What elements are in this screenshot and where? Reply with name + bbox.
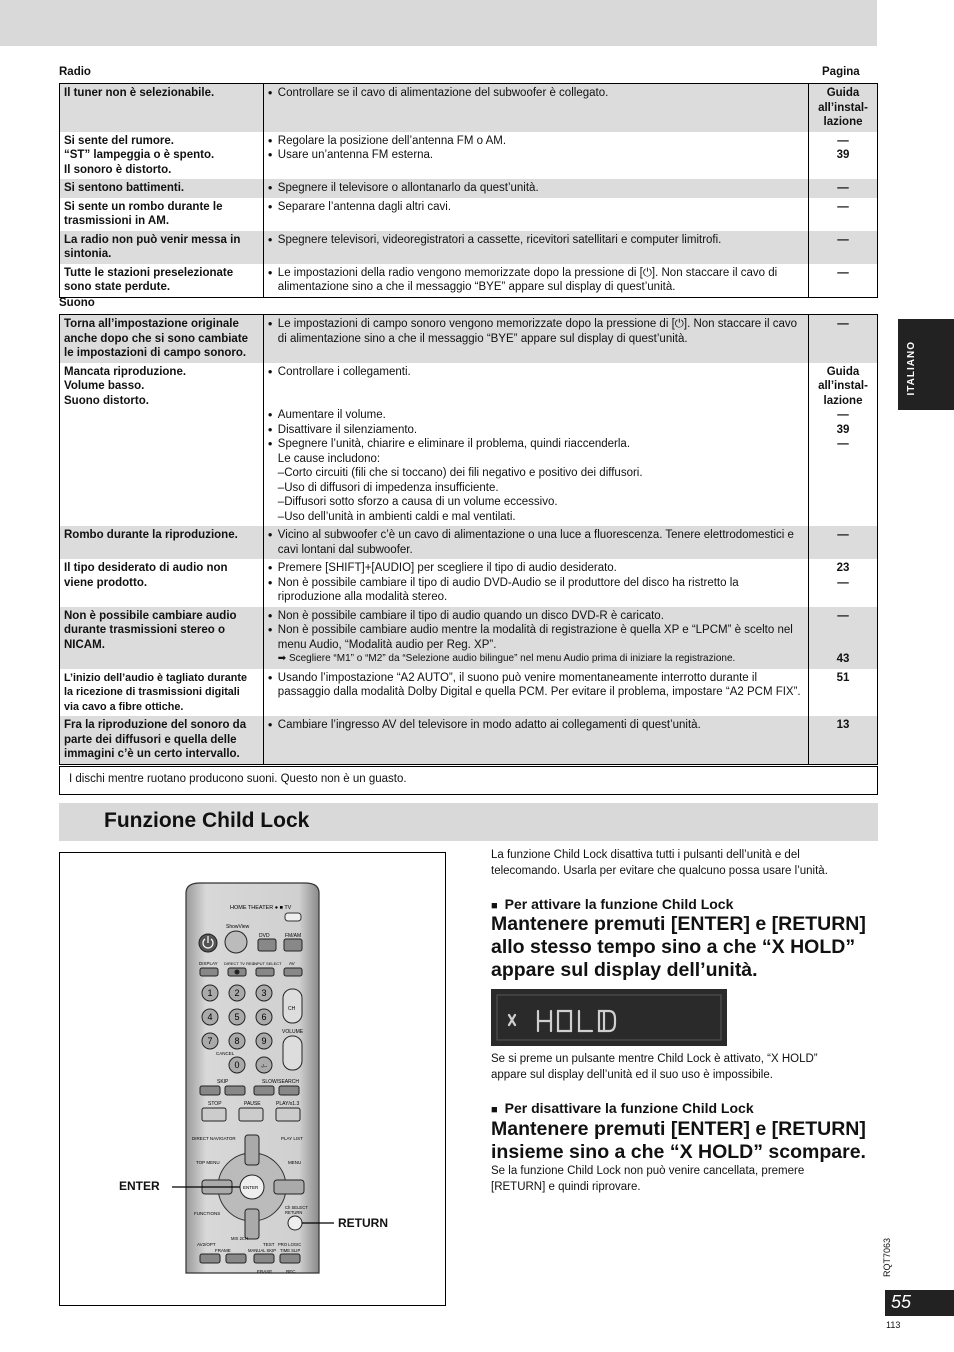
- problem-line: sintonia.: [64, 248, 112, 260]
- solution-line: ● Cambiare l’ingresso AV del televisore in modo adatto ai collegamenti di quest’unità.: [268, 718, 804, 733]
- problem-cell: [60, 179, 264, 198]
- problem-line: parte dei diffusori e quella delle: [64, 733, 237, 746]
- table-row: [60, 179, 878, 198]
- digit-key-label: 3: [261, 988, 267, 998]
- digit-key-label: -/--: [260, 1064, 268, 1070]
- problem-cell: [60, 84, 264, 132]
- page-ref: —: [837, 576, 849, 589]
- problem-cell: [60, 526, 264, 559]
- instruction-line: appare sul display dell’unità.: [491, 959, 758, 981]
- page-ref: —: [837, 266, 849, 279]
- page-ref-cell: [809, 363, 878, 527]
- section-heading-bar: [59, 803, 878, 841]
- page-ref: —: [837, 409, 849, 421]
- activate-after-line: appare sul display dell’unità ed il suo uso è impossibile.: [491, 1068, 773, 1081]
- solution-line: –Uso di diffusori di impedenza insufficiente.: [277, 481, 499, 494]
- deactivate-instruction: [491, 1118, 866, 1164]
- problem-cell: [60, 607, 264, 669]
- problem-line: Il tipo desiderato di audio non: [64, 562, 228, 574]
- remote-cancel-label: CANCEL: [216, 1051, 235, 1056]
- problem-line: anche dopo che si sono cambiate: [64, 332, 249, 345]
- problem-line: le impostazioni di campo sonoro.: [64, 347, 247, 359]
- solution-cell: [263, 607, 808, 669]
- problem-line: immagini c’è un certo intervallo.: [64, 748, 240, 760]
- remote-test-label: TEST: [263, 1242, 275, 1247]
- remote-control-illustration: [60, 853, 447, 1307]
- table-row: [60, 132, 878, 180]
- table-row: [60, 231, 878, 264]
- solution-cell: [263, 198, 808, 231]
- problem-line: La radio non può venir messa in: [64, 233, 241, 246]
- problem-line: sono state perdute.: [64, 281, 171, 293]
- page-ref: 13: [836, 719, 850, 731]
- solution-line: Le cause includono:: [277, 452, 381, 465]
- page-ref: —: [837, 529, 849, 541]
- intro-line: La funzione Child Lock disattiva tutti i pulsanti dell’unità e del: [491, 849, 800, 861]
- radio-troubleshooting-table: [59, 83, 878, 298]
- solution-line: ● Usando l’impostazione “A2 AUTO”, il suono può venire momentaneamente interrotto durante il passaggio dalla modalità Dolby Digital e quella PCM. Per evitare il problema, impostare “A2 PCM FIX”.: [268, 671, 804, 700]
- problem-line: Si sentono battimenti.: [64, 182, 185, 194]
- remote-pause-label: PAUSE: [244, 1101, 261, 1107]
- solution-line: ● Non è possibile cambiare il tipo di audio DVD-Audio se il produttore del disco ha ristretto la riproduzione alla modalità stereo.: [268, 576, 804, 605]
- remote-skip-label: SKIP: [217, 1079, 229, 1085]
- page-ref: all’instal-: [818, 380, 868, 392]
- table-row: [60, 607, 878, 669]
- solution-cell: [263, 716, 808, 764]
- table-row: [60, 559, 878, 607]
- digit-key-label: 1: [207, 988, 213, 998]
- table-row: [60, 84, 878, 132]
- solution-line: ● Separare l’antenna dagli altri cavi.: [268, 200, 804, 215]
- page-ref-cell: [809, 559, 878, 607]
- intro-text: [491, 848, 828, 879]
- remote-functions-label: FUNCTIONS: [194, 1211, 221, 1216]
- solution-line: ● Spegnere l’unità, chiarire e eliminare il problema, quindi riaccenderla.: [268, 437, 804, 452]
- activate-instruction: [491, 913, 866, 982]
- problem-line: Si sente del rumore.: [64, 134, 174, 147]
- solution-cell: [263, 264, 808, 298]
- instruction-line: Mantenere premuti [ENTER] e [RETURN]: [491, 1118, 866, 1140]
- page-ref: —: [837, 438, 849, 450]
- problem-line: trasmissioni in AM.: [64, 215, 170, 227]
- problem-line: “ST” lampeggia o è spento.: [64, 149, 215, 161]
- deactivate-after-line: Se la funzione Child Lock non può venire cancellata, premere: [491, 1165, 805, 1177]
- page-ref-cell: [809, 669, 878, 717]
- remote-menu-label: MENU: [288, 1160, 302, 1165]
- problem-line: Non è possibile cambiare audio: [64, 609, 237, 622]
- page-ref: 23: [836, 562, 850, 574]
- remote-av-label: AV: [289, 961, 295, 966]
- solution-line: ● Vicino al subwoofer c’è un cavo di alimentazione o una luce a fluorescenza. Tenere elettrodomestici e cavi lontani dal subwoofer.: [268, 528, 804, 557]
- remote-ch-label: CH: [288, 1006, 296, 1012]
- page-ref-cell: [809, 84, 878, 132]
- solution-line: ● Premere [SHIFT]+[AUDIO] per scegliere il tipo di audio desiderato.: [268, 561, 804, 576]
- page-ref: —: [837, 233, 849, 246]
- solution-line: –Corto circuiti (fili che si toccano) dei fili negativo e positivo dei diffusori.: [277, 467, 643, 479]
- solution-line: –Diffusori sotto sforzo a causa di un volume eccessivo.: [277, 496, 558, 508]
- page-ref: [813, 638, 873, 653]
- page-ref-cell: [809, 198, 878, 231]
- solution-cell: [263, 559, 808, 607]
- solution-cell: [263, 231, 808, 264]
- language-tab-label: ITALIANO: [906, 341, 917, 396]
- x-hold-display-graphic: [491, 989, 727, 1046]
- remote-showview-label: ShowView: [226, 924, 250, 930]
- return-key: [288, 1216, 302, 1230]
- remote-slow-label: SLOW/SEARCH: [262, 1079, 299, 1085]
- page-ref-cell: [809, 179, 878, 198]
- page-ref-cell: [809, 264, 878, 298]
- problem-cell: [60, 669, 264, 717]
- digit-key-label: 5: [234, 1012, 240, 1022]
- remote-fmam-label: FM/AM: [285, 933, 302, 939]
- problem-line: la ricezione di trasmissioni digitali: [64, 686, 240, 698]
- activate-subheading: ■ Per attivare la funzione Child Lock: [491, 896, 733, 912]
- page-ref: —: [837, 200, 849, 213]
- solution-line: ● Controllare i collegamenti.: [268, 365, 804, 380]
- remote-illustration-box: [59, 852, 446, 1306]
- table-row: [60, 716, 878, 764]
- solution-line: ● Controllare se il cavo di alimentazione del subwoofer è collegato.: [268, 86, 804, 101]
- return-callout-label: RETURN: [338, 1216, 388, 1230]
- problem-line: Rombo durante la riproduzione.: [64, 529, 238, 541]
- remote-playlist-label: PLAY LIST: [281, 1136, 303, 1141]
- page-ref: [813, 623, 873, 638]
- problem-cell: [60, 716, 264, 764]
- problem-line: NICAM.: [64, 638, 105, 651]
- remote-play-label: PLAY/x1.3: [276, 1101, 300, 1107]
- page-ref: —: [837, 182, 849, 194]
- intro-line: telecomando. Usarla per evitare che qualcuno possa usare l’unità.: [491, 864, 828, 877]
- remote-avdpt-label: AV2/OPT: [197, 1242, 216, 1247]
- digit-key-label: 9: [261, 1036, 267, 1046]
- remote-returnkey-label: RETURN: [285, 1210, 303, 1215]
- page-ref: —: [837, 134, 849, 147]
- sound-troubleshooting-table: [59, 314, 878, 765]
- problem-line: Il sonoro è distorto.: [64, 163, 172, 176]
- page-column-label: Pagina: [822, 66, 860, 78]
- solution-cell: [263, 84, 808, 132]
- problem-cell: [60, 231, 264, 264]
- remote-enterkey-label: ENTER: [243, 1185, 259, 1190]
- problem-line: viene prodotto.: [64, 576, 148, 589]
- page-ref-cell: [809, 526, 878, 559]
- problem-line: Volume basso.: [64, 380, 145, 392]
- problem-line: Fra la riproduzione del sonoro da: [64, 719, 247, 731]
- page-ref: —: [837, 318, 849, 330]
- table-row: [60, 315, 878, 363]
- enter-callout-label: ENTER: [119, 1179, 160, 1193]
- secondary-page-number: 113: [886, 1320, 901, 1330]
- remote-dvd-label: DVD: [259, 933, 270, 939]
- solution-line: ● Non è possibile cambiare audio mentre la modalità di registrazione è quella XP e “LPCM” è scelto nel menu Audio, “Modalità audio per Reg. XP”.: [268, 623, 804, 652]
- page-ref-cell: [809, 607, 878, 669]
- spacer: [268, 379, 804, 408]
- deactivate-after-text: [491, 1164, 804, 1195]
- table-row: [60, 526, 878, 559]
- solution-line: ● Le impostazioni di campo sonoro vengono memorizzate dopo la pressione di [⏻]. Non staccare il cavo di alimentazione sino a che il messaggio “BYE” appare sul display di quest’unità.: [268, 317, 804, 346]
- remote-direct-label: DIRECT TV REC: [224, 961, 255, 966]
- solution-cell: [263, 363, 808, 527]
- remote-mix-label: MIX 2CH: [231, 1236, 248, 1241]
- problem-line: Suono distorto.: [64, 394, 149, 407]
- display-readout: X HOLD: [691, 1025, 695, 1026]
- remote-manualskip-label: MANUAL SKIP: [248, 1248, 277, 1253]
- page-number: 55: [885, 1290, 954, 1316]
- page-ref: 39: [836, 149, 850, 161]
- solution-line: ● Disattivare il silenziamento.: [268, 423, 804, 438]
- digit-key-label: 7: [207, 1036, 213, 1046]
- remote-rec-label: REC: [286, 1269, 296, 1274]
- remote-inputsel-label: INPUT SELECT: [253, 961, 282, 966]
- activate-after-text: [491, 1052, 818, 1083]
- solution-line: ➡ Scegliere “M1” o “M2” da “Selezione audio bilingue” nel menu Audio prima di iniziare la registrazione.: [277, 653, 736, 664]
- remote-erase-label: ERASE: [257, 1269, 273, 1274]
- solution-line: ● Non è possibile cambiare il tipo di audio quando un disco DVD-R è caricato.: [268, 609, 804, 624]
- solution-cell: [263, 526, 808, 559]
- remote-chselect-label: Ch SELECT: [285, 1205, 308, 1210]
- page-ref: 43: [836, 653, 850, 665]
- deactivate-after-line: [RETURN] e quindi riprovare.: [491, 1180, 641, 1193]
- page-ref-cell: [809, 231, 878, 264]
- digit-key-label: 0: [234, 1060, 240, 1070]
- solution-cell: [263, 179, 808, 198]
- solution-line: ● Aumentare il volume.: [268, 408, 804, 423]
- problem-line: Il tuner non è selezionabile.: [64, 87, 215, 99]
- problem-cell: [60, 315, 264, 363]
- table-row: [60, 363, 878, 527]
- solution-cell: [263, 132, 808, 180]
- activate-after-line: Se si preme un pulsante mentre Child Lock è attivato, “X HOLD”: [491, 1053, 818, 1065]
- remote-stop-label: STOP: [208, 1101, 222, 1107]
- solution-line: ● Spegnere il televisore o allontanarlo da quest’unità.: [268, 181, 804, 196]
- digit-key-label: 2: [234, 988, 240, 998]
- remote-topmenu-label: TOP MENU: [196, 1160, 220, 1165]
- document-code: RQT7063: [882, 1238, 892, 1278]
- instruction-line: allo stesso tempo sino a che “X HOLD”: [491, 936, 856, 958]
- instruction-line: insieme sino a che “X HOLD” scompare.: [491, 1141, 866, 1163]
- problem-line: Si sente un rombo durante le: [64, 200, 223, 213]
- digit-key-label: 6: [261, 1012, 267, 1022]
- remote-timeslip-label: TIME SLIP: [280, 1248, 301, 1253]
- remote-volume-label: VOLUME: [282, 1029, 304, 1035]
- problem-line: Mancata riproduzione.: [64, 365, 187, 378]
- header-bar: [0, 0, 877, 46]
- page-ref-cell: [809, 716, 878, 764]
- solution-cell: [263, 315, 808, 363]
- solution-cell: [263, 669, 808, 717]
- page-ref-cell: [809, 132, 878, 180]
- page-ref-cell: [809, 315, 878, 363]
- problem-line: durante trasmissioni stereo o: [64, 624, 226, 636]
- page-ref: 51: [836, 671, 850, 684]
- deactivate-subheading: ■ Per disattivare la funzione Child Lock: [491, 1100, 754, 1116]
- table-row: [60, 264, 878, 298]
- table-row: [60, 669, 878, 717]
- solution-line: –Uso dell’unità in ambienti caldi e mal ventilati.: [277, 510, 516, 523]
- radio-label: Radio: [59, 66, 91, 78]
- problem-line: Tutte le stazioni preselezionate: [64, 266, 234, 279]
- page-ref: 39: [836, 423, 850, 436]
- solution-line: ● Regolare la posizione dell’antenna FM o AM.: [268, 134, 804, 149]
- remote-dirnav-label: DIRECT NAVIGATOR: [192, 1136, 236, 1141]
- section-title: Funzione Child Lock: [104, 809, 310, 832]
- sound-label: Suono: [59, 297, 95, 309]
- page-ref: lazione: [823, 394, 863, 407]
- solution-line: ● Le impostazioni della radio vengono memorizzate dopo la pressione di [⏻]. Non staccare il cavo di alimentazione sino a che il messaggio “BYE” appare sul display di quest’unità.: [268, 266, 804, 295]
- problem-line: Torna all’impostazione originale: [64, 318, 239, 330]
- remote-frame-label: FRAME: [215, 1248, 231, 1253]
- digit-key-label: 8: [234, 1036, 240, 1046]
- unit-display: [491, 989, 727, 1046]
- digit-key-label: 4: [207, 1012, 213, 1022]
- remote-display-label: DISPLAY: [199, 961, 218, 966]
- problem-cell: [60, 363, 264, 527]
- solution-line: ● Spegnere televisori, videoregistratori a cassette, ricevitori satellitari e computer limitrofi.: [268, 233, 804, 248]
- page-ref: Guida: [826, 87, 860, 99]
- problem-line: L’inizio dell’audio è tagliato durante: [64, 671, 247, 684]
- page-ref: lazione: [823, 116, 863, 128]
- page-ref: —: [837, 609, 849, 622]
- note-box: I dischi mentre ruotano producono suoni. Questo non è un guasto.: [59, 766, 878, 795]
- problem-cell: [60, 264, 264, 298]
- problem-line: via cavo a fibre ottiche.: [64, 700, 184, 713]
- instruction-line: Mantenere premuti [ENTER] e [RETURN]: [491, 913, 866, 935]
- language-tab: [898, 319, 954, 410]
- volume-rocker: [283, 1036, 302, 1070]
- table-row: [60, 198, 878, 231]
- problem-cell: [60, 132, 264, 180]
- page-ref: all’instal-: [818, 101, 868, 114]
- problem-cell: [60, 559, 264, 607]
- remote-prologic-label: PRO LOGIC: [278, 1242, 302, 1247]
- problem-cell: [60, 198, 264, 231]
- remote-top-label: HOME THEATER ● ■ TV: [230, 905, 292, 911]
- solution-line: ● Usare un’antenna FM esterna.: [268, 148, 804, 163]
- page-ref: Guida: [826, 365, 860, 378]
